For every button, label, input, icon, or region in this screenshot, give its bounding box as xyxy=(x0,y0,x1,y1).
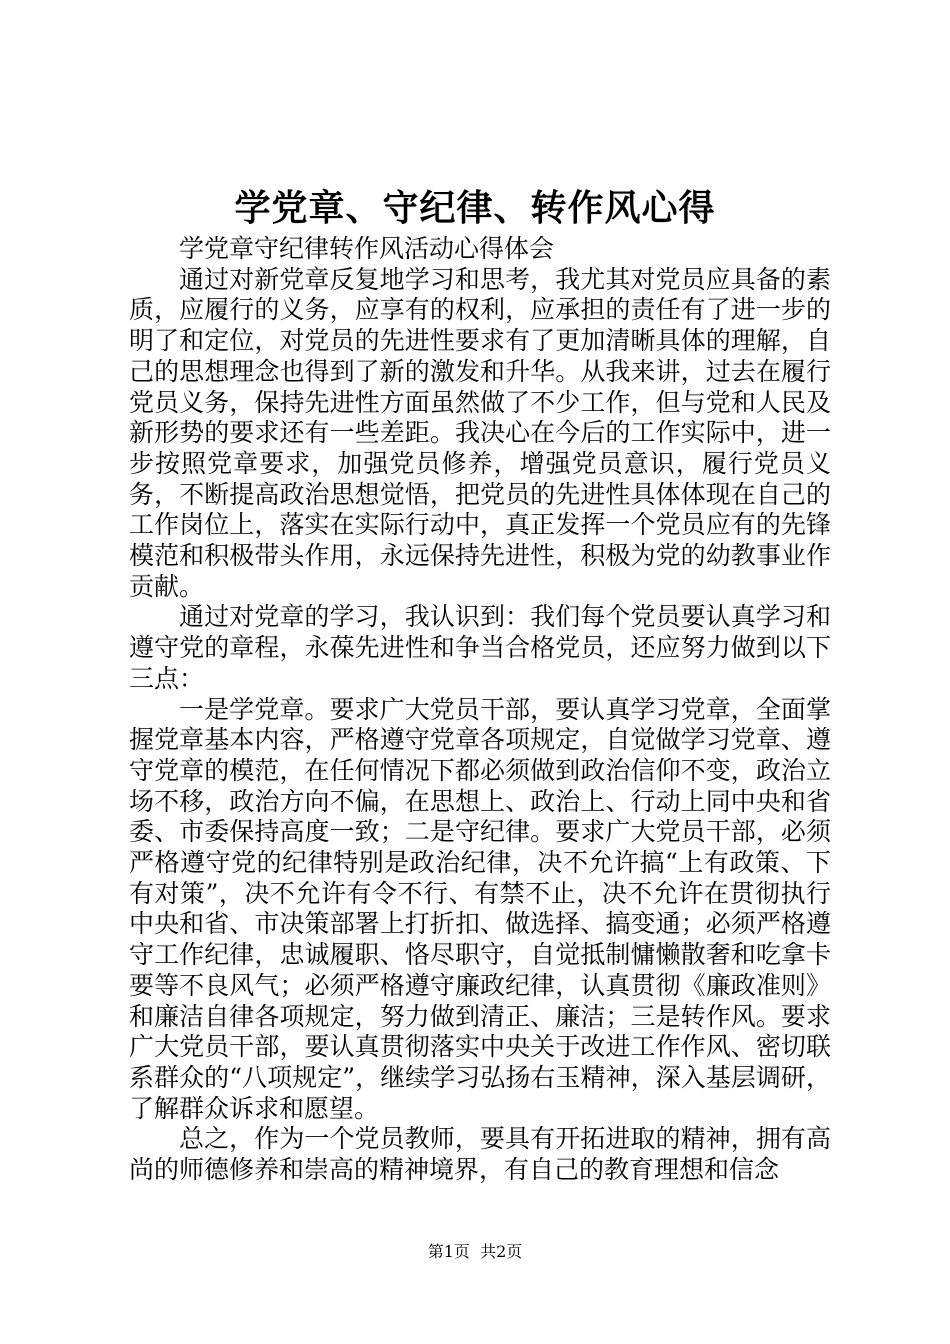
document-body xyxy=(129,234,831,1186)
page-number: 第1页 xyxy=(427,1242,470,1261)
page-footer xyxy=(0,1240,950,1264)
page-total: 共2页 xyxy=(480,1242,523,1261)
paragraph: 总之，作为一个党员教师，要具有开拓进取的精神，拥有高尚的师德修养和崇高的精神境界，有自己的教育理想和信念 xyxy=(129,1124,831,1185)
paragraph: 通过对新党章反复地学习和思考，我尤其对党员应具备的素质，应履行的义务，应享有的权利，应承担的责任有了进一步的明了和定位，对党员的先进性要求有了更加清晰具体的理解，自己的思想理念也得到了新的激发和升华。从我来讲，过去在履行党员义务，保持先进性方面虽然做了不少工作，但与党和人民及新形势的要求还有一些差距。我决心在今后的工作实际中，进一步按照党章要求，加强党员修养，增强党员意识，履行党员义务，不断提高政治思想觉悟，把党员的先进性具体体现在自己的工作岗位上，落实在实际行动中，真正发挥一个党员应有的先锋模范和积极带头作用，永远保持先进性，积极为党的幼教事业作贡献。 xyxy=(129,264,831,601)
document-title: 学党章、守纪律、转作风心得 xyxy=(234,188,716,229)
paragraph-subtitle: 学党章守纪律转作风活动心得体会 xyxy=(179,234,555,263)
paragraph: 通过对党章的学习，我认识到：我们每个党员要认真学习和遵守党的章程，永葆先进性和争当合格党员，还应努力做到以下三点： xyxy=(129,602,831,693)
paragraph: 一是学党章。要求广大党员干部，要认真学习党章，全面掌握党章基本内容，严格遵守党章各项规定，自觉做学习党章、遵守党章的模范，在任何情况下都必须做到政治信仰不变，政治立场不移，政治方向不偏，在思想上、政治上、行动上同中央和省委、市委保持高度一致；二是守纪律。要求广大党员干部，必须严格遵守党的纪律特别是政治纪律，决不允许搞“上有政策、下有对策”，决不允许有令不行、有禁不止，决不允许在贯彻执行中央和省、市决策部署上打折扣、做选择、搞变通；必须严格遵守工作纪律，忠诚履职、恪尽职守，自觉抵制慵懒散奢和吃拿卡要等不良风气；必须严格遵守廉政纪律，认真贯彻《廉政准则》和廉洁自律各项规定，努力做到清正、廉洁；三是转作风。要求广大党员干部，要认真贯彻落实中央关于改进工作作风、密切联系群众的“八项规定”，继续学习弘扬右玉精神，深入基层调研，了解群众诉求和愿望。 xyxy=(129,694,831,1123)
